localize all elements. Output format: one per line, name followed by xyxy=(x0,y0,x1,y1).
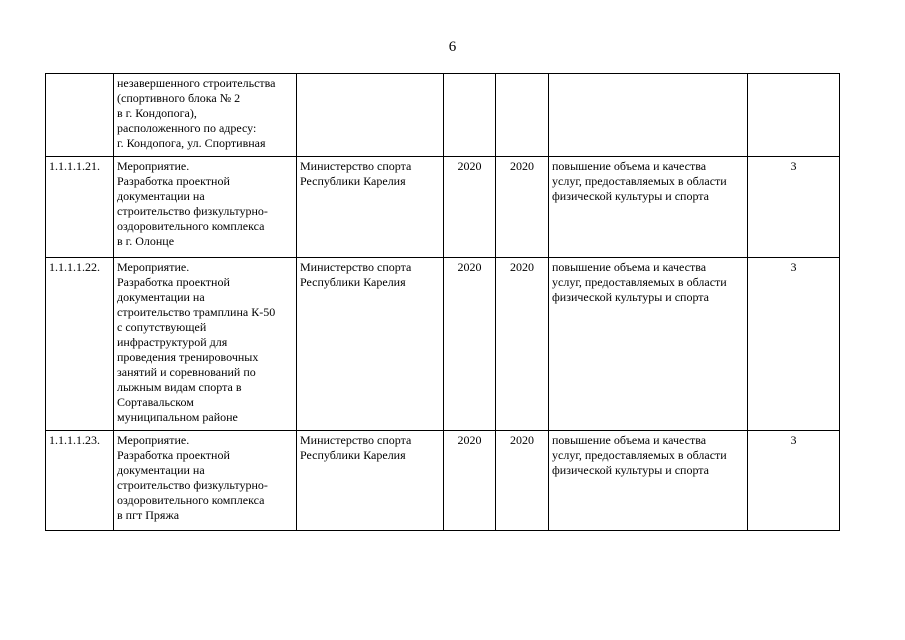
activity-name-cell: Мероприятие. Разработка проектной документации на строительство физкультурно- оздоровительного комплекса в г. Олонце xyxy=(114,157,297,258)
indicator-cell: 3 xyxy=(748,258,840,431)
start-year-cell: 2020 xyxy=(444,157,496,258)
end-year-cell: 2020 xyxy=(496,157,549,258)
table-row xyxy=(46,74,840,157)
result-cell: повышение объема и качества услуг, предоставляемых в области физической культуры и спорта xyxy=(549,258,748,431)
result-cell: повышение объема и качества услуг, предоставляемых в области физической культуры и спорта xyxy=(549,157,748,258)
start-year-cell xyxy=(444,74,496,157)
executor-cell: Министерство спорта Республики Карелия xyxy=(297,157,444,258)
indicator-cell xyxy=(748,74,840,157)
indicator-cell: 3 xyxy=(748,157,840,258)
end-year-cell: 2020 xyxy=(496,431,549,531)
row-number-cell xyxy=(46,74,114,157)
page-number: 6 xyxy=(448,39,457,55)
executor-cell xyxy=(297,74,444,157)
table-row xyxy=(46,431,840,531)
executor-cell: Министерство спорта Республики Карелия xyxy=(297,258,444,431)
row-number-cell: 1.1.1.1.23. xyxy=(46,431,114,531)
table-row xyxy=(46,258,840,431)
table-row xyxy=(46,157,840,258)
activity-name-cell: незавершенного строительства (спортивного блока № 2 в г. Кондопога), расположенного по адресу: г. Кондопога, ул. Спортивная xyxy=(114,74,297,157)
activities-table xyxy=(45,73,840,531)
result-cell: повышение объема и качества услуг, предоставляемых в области физической культуры и спорта xyxy=(549,431,748,531)
end-year-cell xyxy=(496,74,549,157)
activity-name-cell: Мероприятие. Разработка проектной документации на строительство физкультурно- оздоровительного комплекса в пгт Пряжа xyxy=(114,431,297,531)
indicator-cell: 3 xyxy=(748,431,840,531)
result-cell xyxy=(549,74,748,157)
executor-cell: Министерство спорта Республики Карелия xyxy=(297,431,444,531)
start-year-cell: 2020 xyxy=(444,431,496,531)
row-number-cell: 1.1.1.1.22. xyxy=(46,258,114,431)
start-year-cell: 2020 xyxy=(444,258,496,431)
activity-name-cell: Мероприятие. Разработка проектной документации на строительство трамплина К-50 с сопутствующей инфраструктурой для проведения тренировочных занятий и соревнований по лыжным видам спорта в Сортавальском муниципальном районе xyxy=(114,258,297,431)
end-year-cell: 2020 xyxy=(496,258,549,431)
row-number-cell: 1.1.1.1.21. xyxy=(46,157,114,258)
